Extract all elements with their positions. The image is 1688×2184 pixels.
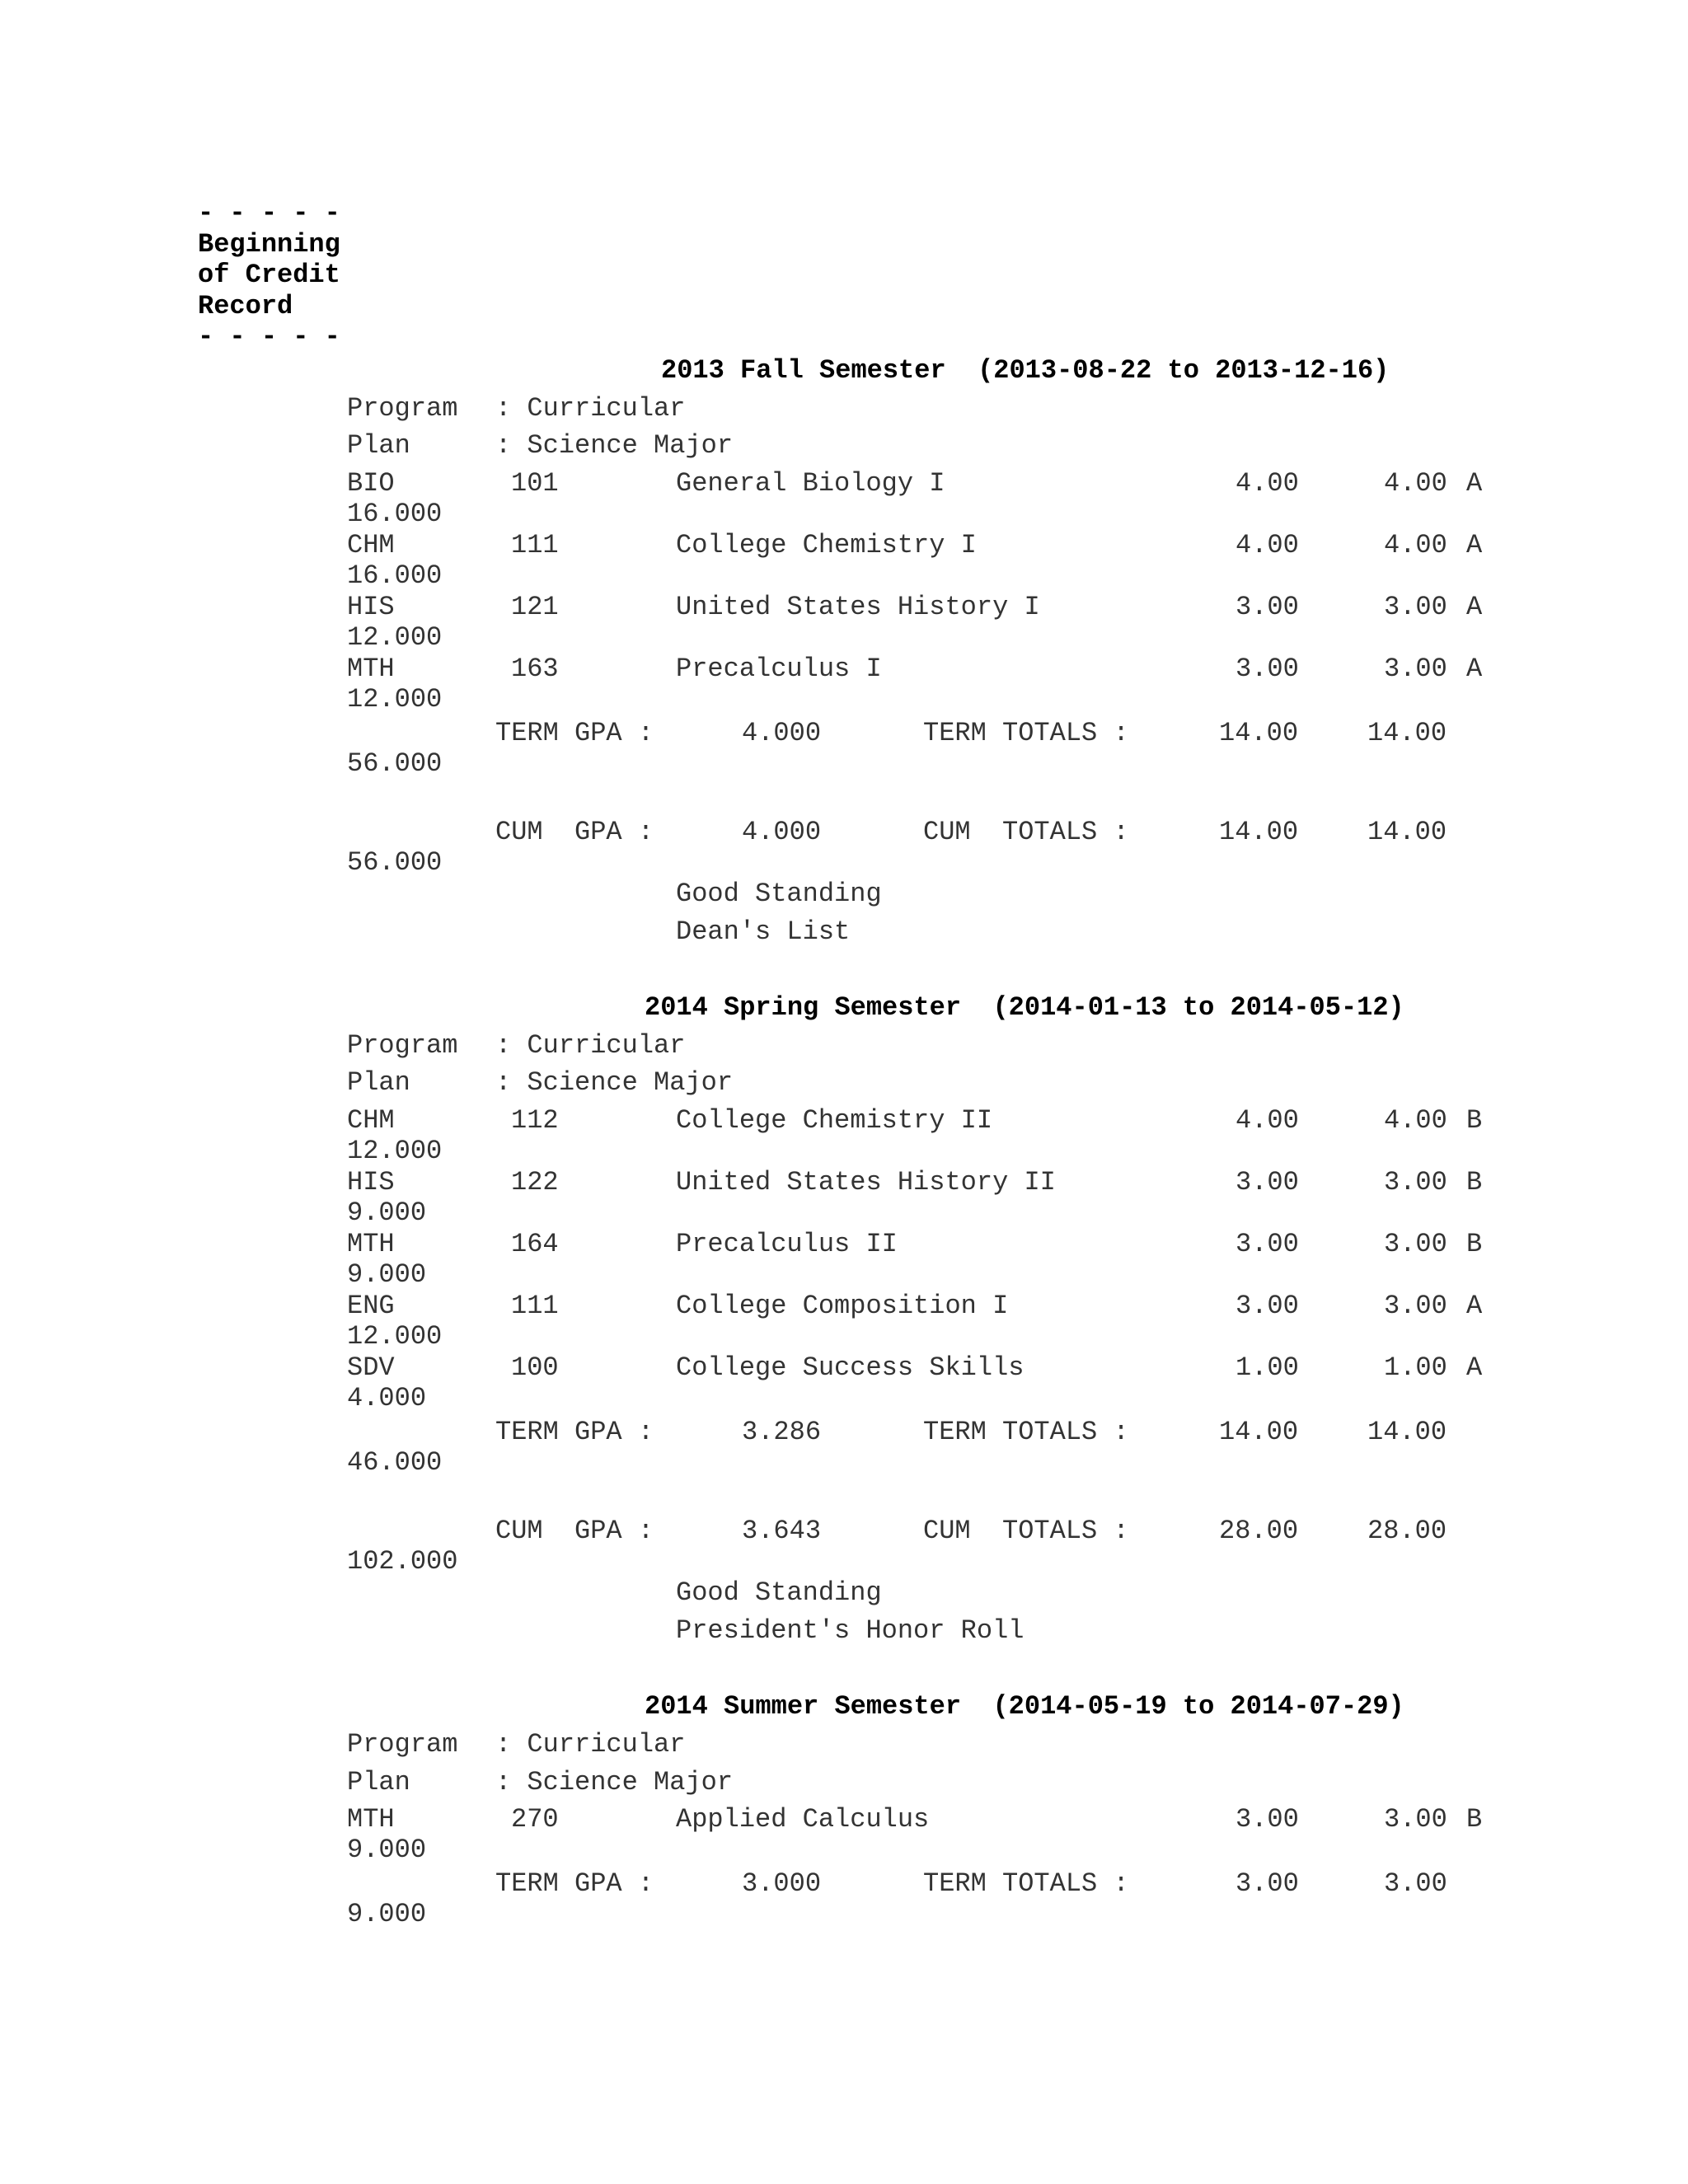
course-grade: B	[1466, 1167, 1483, 1197]
course-points: 12.000	[347, 1321, 443, 1352]
course-number: 122	[511, 1167, 559, 1197]
course-earned: 4.00	[1384, 1105, 1447, 1136]
term-totals-label: TERM TOTALS :	[923, 718, 1129, 748]
course-attempted: 3.00	[1236, 592, 1299, 622]
course-grade: A	[1466, 530, 1483, 560]
plan-label: Plan	[347, 430, 410, 461]
course-subject: HIS	[347, 592, 395, 622]
term-points-total: 56.000	[347, 748, 443, 779]
course-grade: A	[1466, 468, 1483, 499]
term-totals-label: TERM TOTALS :	[923, 1868, 1129, 1899]
course-subject: CHM	[347, 530, 395, 560]
course-attempted: 3.00	[1236, 654, 1299, 684]
program-label: Program	[347, 1030, 458, 1061]
course-attempted: 1.00	[1236, 1352, 1299, 1383]
term-totals-label: TERM TOTALS :	[923, 1417, 1129, 1447]
term-title: 2014 Summer Semester (2014-05-19 to 2014-07-29)	[645, 1691, 1404, 1722]
course-points: 4.000	[347, 1383, 427, 1413]
course-grade: A	[1466, 654, 1483, 684]
term-points-total: 46.000	[347, 1447, 443, 1478]
course-grade: A	[1466, 592, 1483, 622]
cum-gpa-value: 3.643	[742, 1516, 822, 1546]
course-number: 164	[511, 1229, 559, 1259]
header-dashes-top: - - - - -	[198, 198, 340, 228]
course-title: United States History I	[676, 592, 1040, 622]
cum-points-total: 102.000	[347, 1546, 458, 1577]
course-points: 9.000	[347, 1197, 427, 1228]
course-attempted: 4.00	[1236, 1105, 1299, 1136]
program-label: Program	[347, 393, 458, 424]
program-value: : Curricular	[495, 1729, 686, 1760]
course-grade: B	[1466, 1105, 1483, 1136]
header-dashes-bottom: - - - - -	[198, 321, 340, 352]
course-attempted: 3.00	[1236, 1804, 1299, 1835]
course-attempted: 3.00	[1236, 1291, 1299, 1321]
plan-value: : Science Major	[495, 1067, 734, 1098]
course-subject: MTH	[347, 1229, 395, 1259]
course-title: Precalculus I	[676, 654, 882, 684]
header-line-of-credit: of Credit	[198, 260, 340, 290]
course-earned: 3.00	[1384, 1229, 1447, 1259]
course-subject: BIO	[347, 468, 395, 499]
course-grade: B	[1466, 1229, 1483, 1259]
course-title: United States History II	[676, 1167, 1056, 1197]
cum-totals-label: CUM TOTALS :	[923, 1516, 1129, 1546]
academic-standing: Good Standing	[676, 879, 882, 909]
program-value: : Curricular	[495, 1030, 686, 1061]
course-title: College Success Skills	[676, 1352, 1025, 1383]
course-grade: B	[1466, 1804, 1483, 1835]
term-gpa-value: 3.286	[742, 1417, 822, 1447]
header-line-beginning: Beginning	[198, 229, 340, 260]
term-earned-total: 14.00	[1367, 718, 1447, 748]
course-grade: A	[1466, 1352, 1483, 1383]
cum-attempted-total: 28.00	[1219, 1516, 1299, 1546]
term-title: 2014 Spring Semester (2014-01-13 to 2014-05-12)	[645, 992, 1404, 1023]
course-points: 16.000	[347, 499, 443, 529]
plan-label: Plan	[347, 1067, 410, 1098]
cum-attempted-total: 14.00	[1219, 817, 1299, 847]
course-earned: 1.00	[1384, 1352, 1447, 1383]
cum-gpa-label: CUM GPA :	[495, 817, 654, 847]
course-number: 100	[511, 1352, 559, 1383]
honor-note: President's Honor Roll	[676, 1615, 1025, 1646]
course-title: College Chemistry I	[676, 530, 977, 560]
course-earned: 3.00	[1384, 654, 1447, 684]
course-attempted: 4.00	[1236, 468, 1299, 499]
header-line-record: Record	[198, 291, 293, 321]
course-points: 9.000	[347, 1259, 427, 1290]
course-number: 270	[511, 1804, 559, 1835]
course-number: 163	[511, 654, 559, 684]
course-subject: CHM	[347, 1105, 395, 1136]
course-attempted: 4.00	[1236, 530, 1299, 560]
program-value: : Curricular	[495, 393, 686, 424]
course-attempted: 3.00	[1236, 1229, 1299, 1259]
course-points: 12.000	[347, 1136, 443, 1166]
term-gpa-value: 4.000	[742, 718, 822, 748]
course-subject: MTH	[347, 654, 395, 684]
course-title: General Biology I	[676, 468, 945, 499]
term-attempted-total: 3.00	[1236, 1868, 1299, 1899]
term-gpa-label: TERM GPA :	[495, 1868, 654, 1899]
course-title: College Chemistry II	[676, 1105, 993, 1136]
plan-label: Plan	[347, 1767, 410, 1797]
cum-points-total: 56.000	[347, 847, 443, 878]
term-gpa-label: TERM GPA :	[495, 718, 654, 748]
course-number: 121	[511, 592, 559, 622]
cum-gpa-label: CUM GPA :	[495, 1516, 654, 1546]
course-points: 12.000	[347, 684, 443, 715]
course-earned: 3.00	[1384, 1804, 1447, 1835]
course-number: 101	[511, 468, 559, 499]
cum-gpa-value: 4.000	[742, 817, 822, 847]
course-earned: 3.00	[1384, 592, 1447, 622]
term-gpa-value: 3.000	[742, 1868, 822, 1899]
course-points: 16.000	[347, 560, 443, 591]
term-attempted-total: 14.00	[1219, 1417, 1299, 1447]
academic-standing: Good Standing	[676, 1577, 882, 1608]
course-grade: A	[1466, 1291, 1483, 1321]
course-earned: 3.00	[1384, 1291, 1447, 1321]
course-subject: HIS	[347, 1167, 395, 1197]
course-title: Applied Calculus	[676, 1804, 930, 1835]
term-title: 2013 Fall Semester (2013-08-22 to 2013-12-16)	[661, 355, 1390, 386]
term-gpa-label: TERM GPA :	[495, 1417, 654, 1447]
honor-note: Dean's List	[676, 916, 851, 947]
course-earned: 3.00	[1384, 1167, 1447, 1197]
course-title: Precalculus II	[676, 1229, 898, 1259]
term-earned-total: 14.00	[1367, 1417, 1447, 1447]
course-points: 12.000	[347, 622, 443, 653]
course-earned: 4.00	[1384, 530, 1447, 560]
course-subject: ENG	[347, 1291, 395, 1321]
course-subject: MTH	[347, 1804, 395, 1835]
plan-value: : Science Major	[495, 1767, 734, 1797]
term-earned-total: 3.00	[1384, 1868, 1447, 1899]
course-number: 112	[511, 1105, 559, 1136]
course-points: 9.000	[347, 1835, 427, 1865]
course-earned: 4.00	[1384, 468, 1447, 499]
cum-earned-total: 14.00	[1367, 817, 1447, 847]
term-attempted-total: 14.00	[1219, 718, 1299, 748]
program-label: Program	[347, 1729, 458, 1760]
cum-totals-label: CUM TOTALS :	[923, 817, 1129, 847]
course-number: 111	[511, 1291, 559, 1321]
course-number: 111	[511, 530, 559, 560]
term-points-total: 9.000	[347, 1899, 427, 1929]
course-subject: SDV	[347, 1352, 395, 1383]
cum-earned-total: 28.00	[1367, 1516, 1447, 1546]
course-title: College Composition I	[676, 1291, 1009, 1321]
plan-value: : Science Major	[495, 430, 734, 461]
course-attempted: 3.00	[1236, 1167, 1299, 1197]
